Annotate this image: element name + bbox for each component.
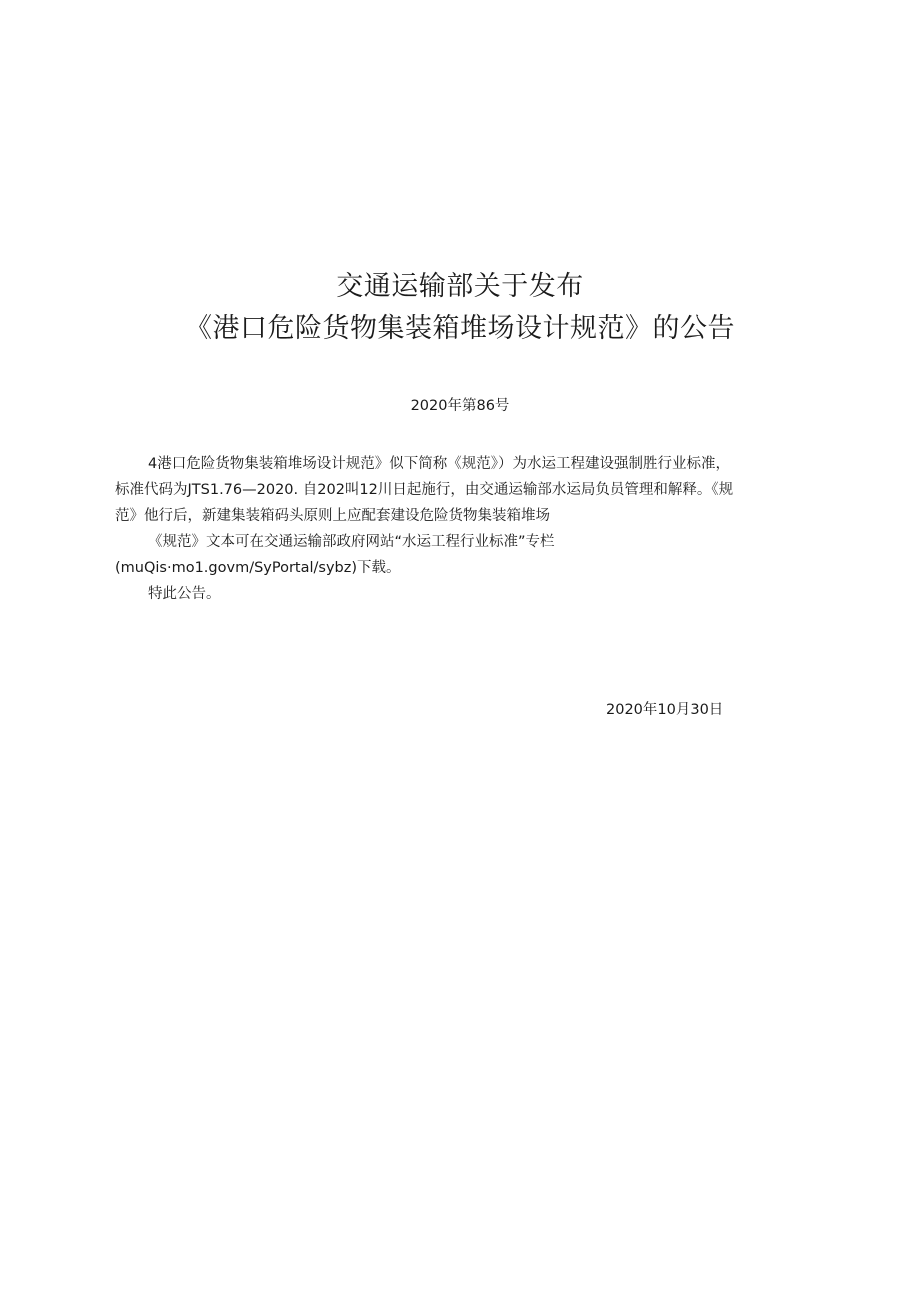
announcement-body: [115, 451, 815, 607]
title-line-2: 《港口危险货物集装箱堆场设计规范》的公告: [185, 313, 735, 344]
issue-date: 2020年10月30日: [606, 702, 724, 718]
paragraph-1-line-1: 4港口危险货物集装箱堆场设计规范》似下简称《规范》）为水运工程建设强制胜行业标准，: [148, 456, 730, 472]
document-number: 2020年第86号: [410, 398, 510, 414]
announcement-title: [0, 266, 920, 350]
paragraph-1-line-3: 范》他行后，新建集装箱码头原则上应配套建设危险货物集装箱堆场: [115, 508, 550, 524]
paragraph-2-line-1: 《规范》文本可在交通运输部政府网站“水运工程行业标准”专栏: [148, 534, 555, 550]
paragraph-2-line-2: (muQis·mo1.govm/SyPortal∕sybz)下载。: [115, 560, 401, 576]
paragraph-1-line-2: 标准代码为JTS1.76—2020. 自202叫12川日起施行，由交通运输部水运局负员管理和解释。《规: [115, 482, 734, 498]
title-line-1: 交通运输部关于发布: [336, 271, 584, 302]
paragraph-3: 特此公告。: [148, 586, 221, 602]
